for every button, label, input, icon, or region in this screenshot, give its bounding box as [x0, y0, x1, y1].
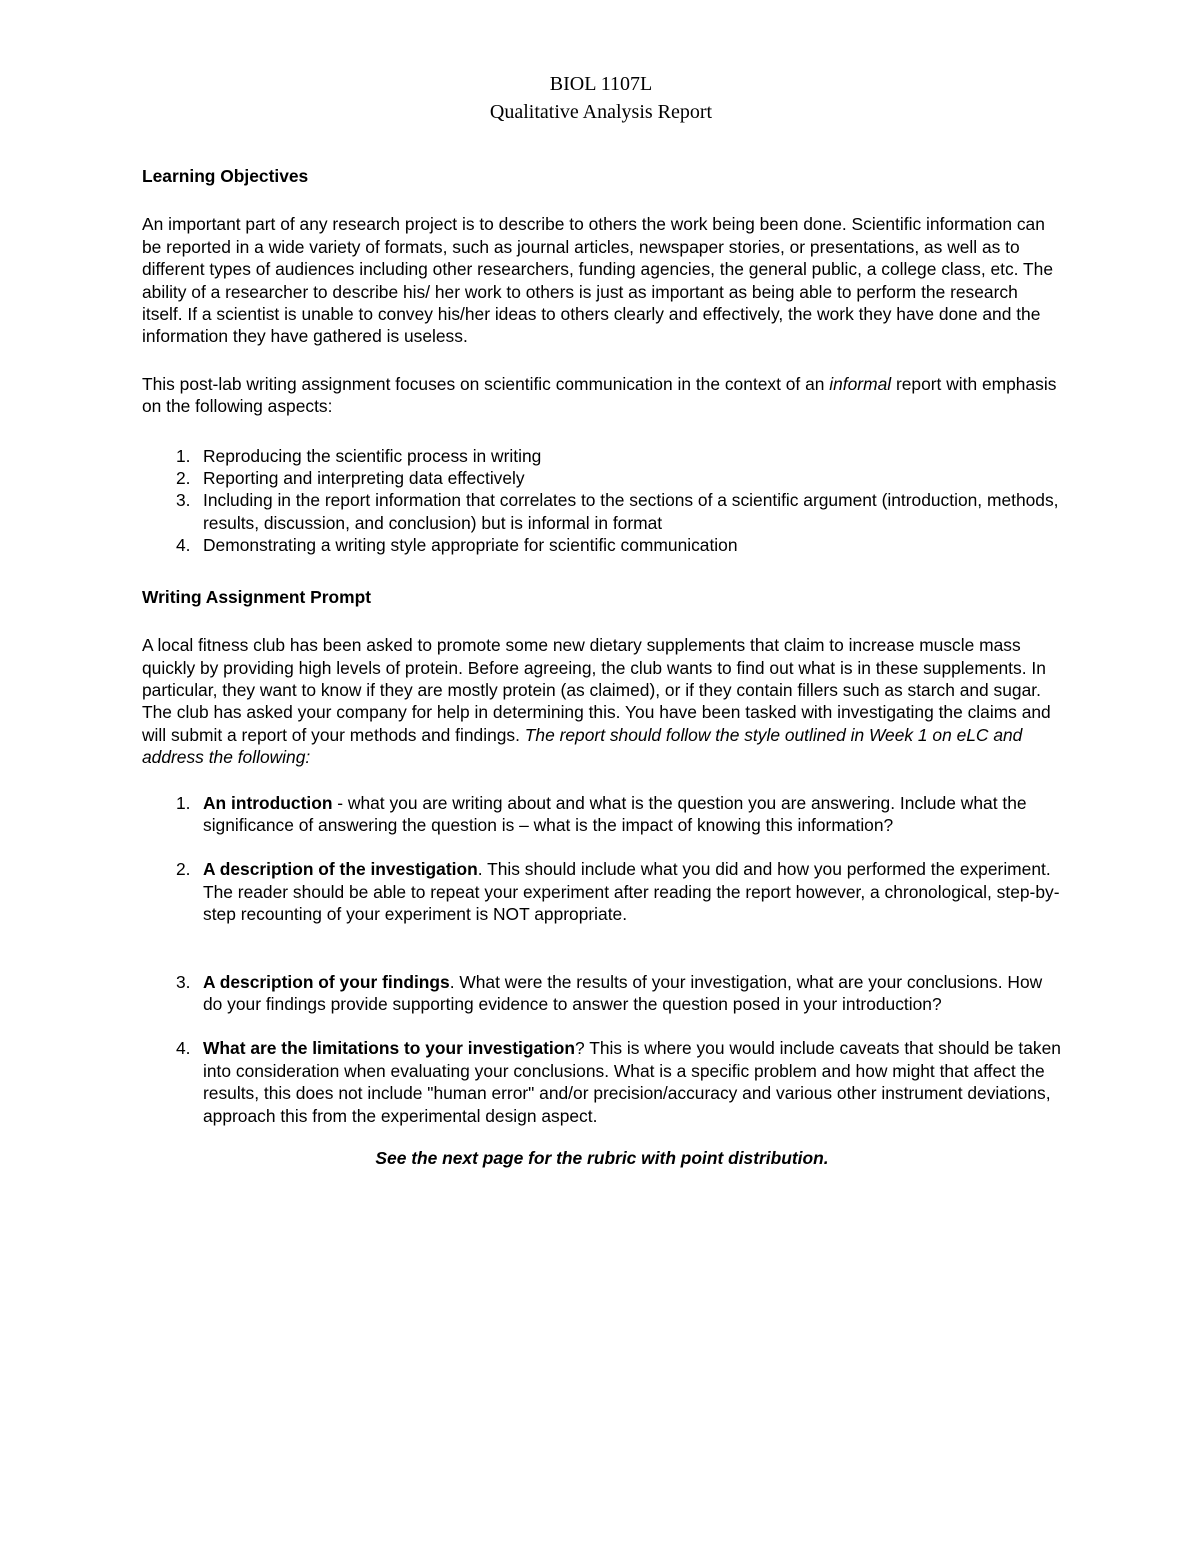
- list-item: 1. An introduction - what you are writing about and what is the question you are answering. Include what the significance of answering the question is – what is the impact of knowing this information?: [176, 792, 1027, 835]
- prompt-paragraph: A local fitness club has been asked to promote some new dietary supplements that claim to increase muscle mass quickly by providing high levels of protein. Before agreeing, the club wants to find out what is in these supplements. In particular, they want to know if they are mostly protein (as claimed), or if they contain fillers such as starch and sugar. The club has asked your company for help in determining this. You have been tasked with investigating the claims and will submit a report of your methods and findings. The report should follow the style outlined in Week 1 on eLC and address the following:: [142, 635, 1051, 768]
- list-item: 2. Reporting and interpreting data effectively: [176, 468, 525, 489]
- learning-objectives-heading: Learning Objectives: [142, 166, 309, 186]
- prompt-italic-instruction: The report should follow the style outlined in Week 1 on eLC and address the following:: [142, 724, 1023, 768]
- list-item: 4. Demonstrating a writing style appropriate for scientific communication: [176, 535, 738, 556]
- aspects-intro-paragraph: This post-lab writing assignment focuses on scientific communication in the context of an informal report with emphasis on the following aspects:: [142, 373, 1057, 417]
- document-page: [142, 70, 1062, 1169]
- list-item: 3. A description of your findings. What were the results of your investigation, what are your conclusions. How do your findings provide supporting evidence to answer the question posed in your introduction?: [176, 971, 1043, 1014]
- objectives-paragraph: An important part of any research project is to describe to others the work being been done. Scientific information can be reported in a wide variety of formats, such as journal articles, newspaper stories, or presentations, as well as to different types of audiences including other researchers, funding agencies, the general public, a college class, etc. The ability of a researcher to describe his/ her work to others is just as important as being able to perform the research itself. If a scientist is unable to convey his/her ideas to others clearly and effectively, the work they have done and the information they have gathered is useless.: [142, 214, 1053, 347]
- list-item: 3. Including in the report information that correlates to the sections of a scientific argument (introduction, methods, results, discussion, and conclusion) but is informal in format: [176, 490, 1059, 533]
- rubric-note: See the next page for the rubric with point distribution.: [375, 1148, 829, 1168]
- list-item: 4. What are the limitations to your investigation? This is where you would include caveats that should be taken into consideration when evaluating your conclusions. What is a specific problem and how might that affect the results, this does not include "human error" and/or precision/accuracy and various other instrument deviations, approach this from the experimental design aspect.: [176, 1038, 1061, 1126]
- title-block: [140, 70, 1062, 126]
- list-item: 1. Reproducing the scientific process in writing: [176, 445, 542, 466]
- writing-prompt-heading: Writing Assignment Prompt: [142, 586, 371, 607]
- document-title: Qualitative Analysis Report: [489, 101, 713, 123]
- prompt-items-list: [142, 792, 1062, 1127]
- course-code: BIOL 1107L: [549, 73, 653, 95]
- aspects-list: [142, 445, 1062, 557]
- informal-emphasis: informal: [829, 373, 892, 394]
- list-item: 2. A description of the investigation. This should include what you did and how you performed the experiment. The reader should be able to repeat your experiment after reading the report however, a chronological, step-by-step recounting of your experiment is NOT appropriate.: [176, 859, 1060, 925]
